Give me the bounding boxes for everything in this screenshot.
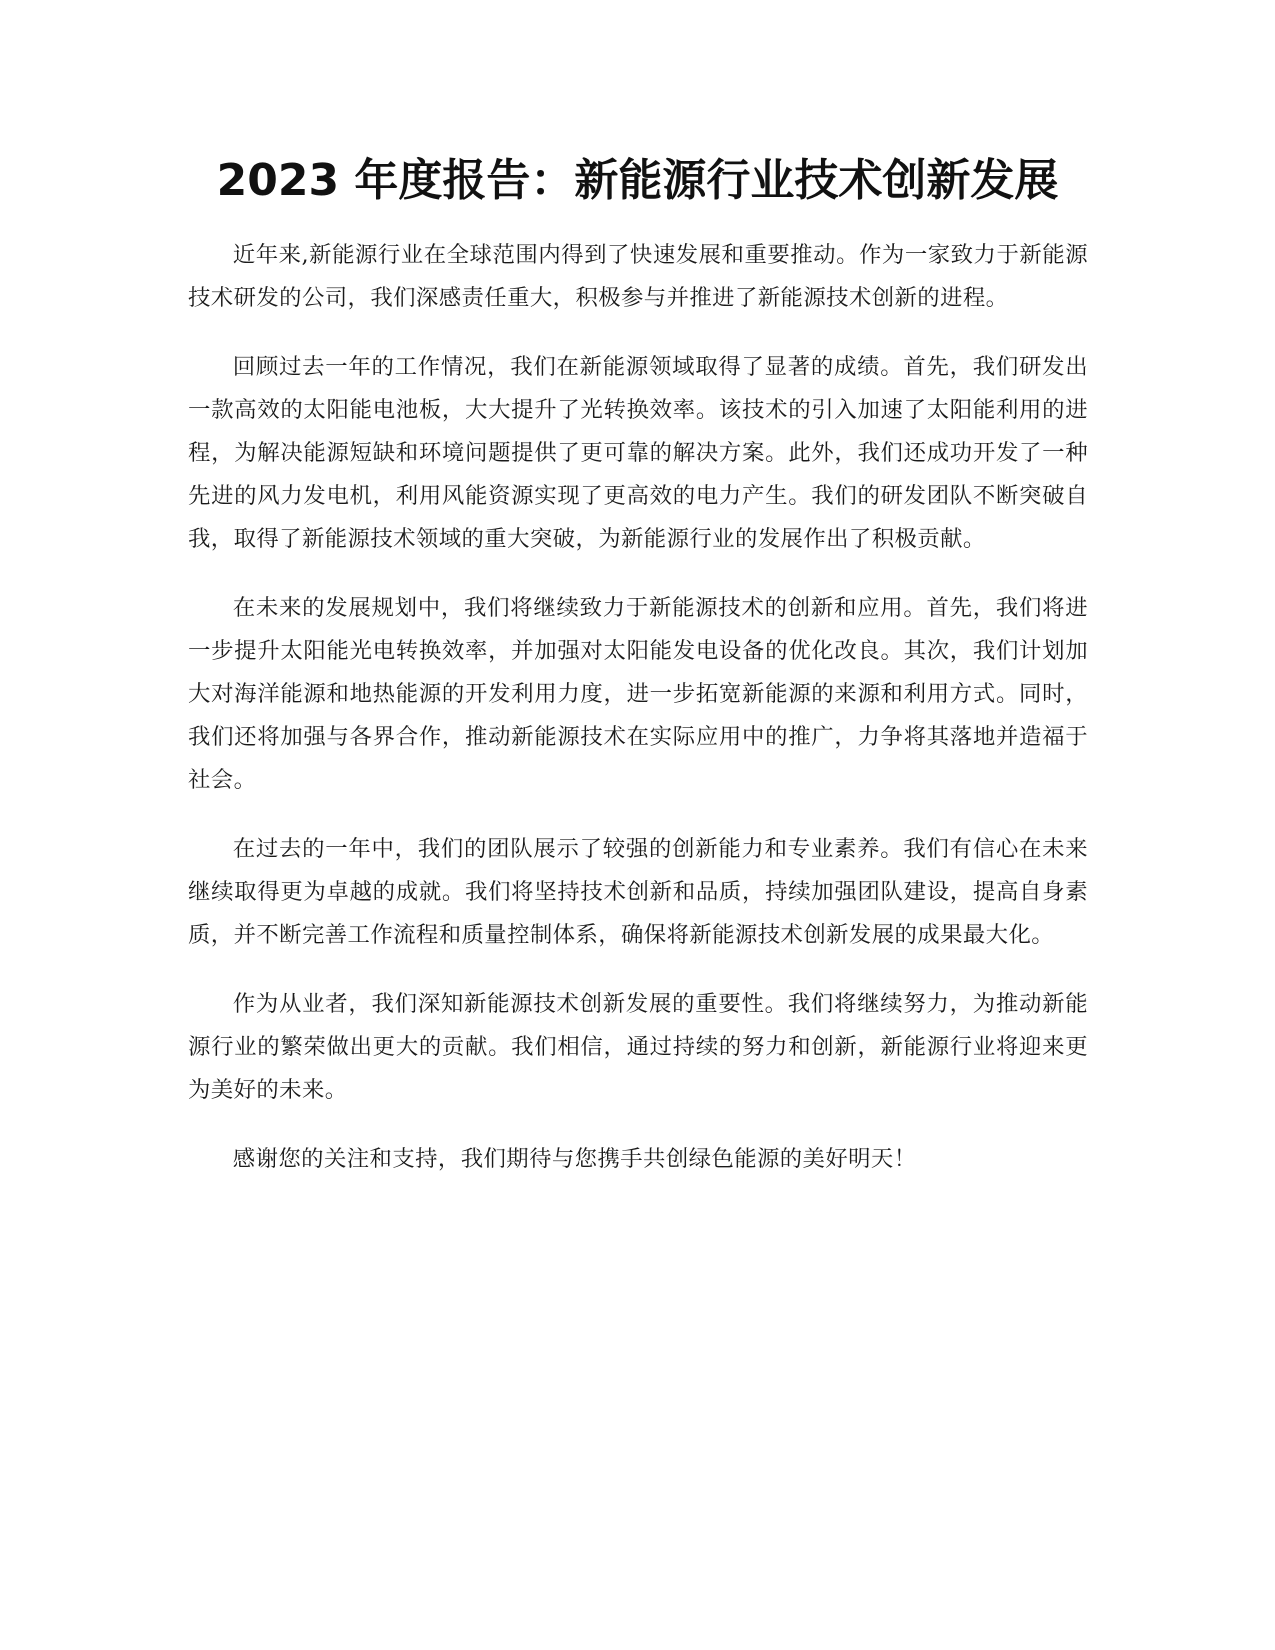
- document-body: [188, 234, 1088, 1207]
- document-title: 2023 年度报告：新能源行业技术创新发展: [216, 155, 1059, 206]
- paragraph-review: 回顾过去一年的工作情况，我们在新能源领域取得了显著的成绩。首先，我们研发出一款高效的太阳能电池板，大大提升了光转换效率。该技术的引入加速了太阳能利用的进程，为解决能源短缺和环境问题提供了更可靠的解决方案。此外，我们还成功开发了一种先进的风力发电机，利用风能资源实现了更高效的电力产生。我们的研发团队不断突破自我，取得了新能源技术领域的重大突破，为新能源行业的发展作出了积极贡献。: [188, 354, 1088, 552]
- paragraph-commitment: 作为从业者，我们深知新能源技术创新发展的重要性。我们将继续努力，为推动新能源行业的繁荣做出更大的贡献。我们相信，通过持续的努力和创新，新能源行业将迎来更为美好的未来。: [188, 991, 1088, 1103]
- paragraph-intro: 近年来,新能源行业在全球范围内得到了快速发展和重要推动。作为一家致力于新能源技术研发的公司，我们深感责任重大，积极参与并推进了新能源技术创新的进程。: [188, 242, 1088, 311]
- paragraph-plan: 在未来的发展规划中，我们将继续致力于新能源技术的创新和应用。首先，我们将进一步提升太阳能光电转换效率，并加强对太阳能发电设备的优化改良。其次，我们计划加大对海洋能源和地热能源的开发利用力度，进一步拓宽新能源的来源和利用方式。同时，我们还将加强与各界合作，推动新能源技术在实际应用中的推广，力争将其落地并造福于社会。: [188, 595, 1088, 793]
- paragraph-thanks: 感谢您的关注和支持，我们期待与您携手共创绿色能源的美好明天！: [232, 1146, 917, 1172]
- paragraph-team: 在过去的一年中，我们的团队展示了较强的创新能力和专业素养。我们有信心在未来继续取得更为卓越的成就。我们将坚持技术创新和品质，持续加强团队建设，提高自身素质，并不断完善工作流程和质量控制体系，确保将新能源技术创新发展的成果最大化。: [188, 836, 1088, 948]
